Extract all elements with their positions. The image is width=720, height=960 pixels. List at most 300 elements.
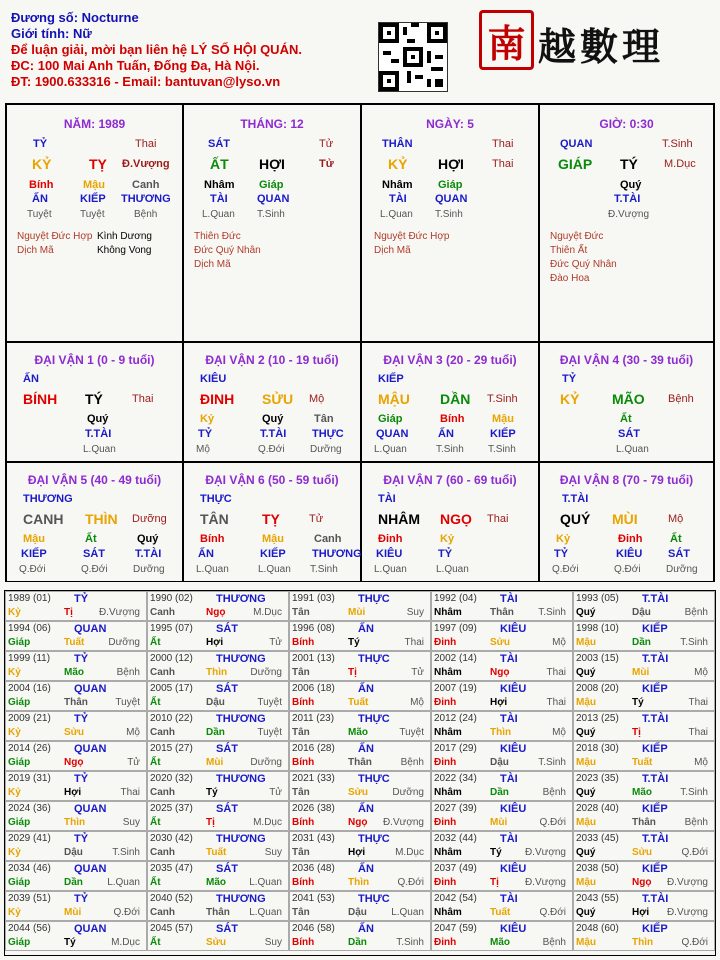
year-growth: T.Sinh — [396, 937, 424, 948]
star: Đào Hoa — [550, 273, 590, 284]
dai-van-growth: Mộ — [668, 513, 684, 525]
year-god: QUAN — [74, 923, 107, 935]
brand-title: 越數理 — [538, 24, 665, 69]
year-label: 2044 (56) — [8, 923, 51, 934]
year-cell — [147, 741, 289, 771]
year-branch: Thìn — [490, 727, 512, 738]
year-cell — [289, 801, 431, 831]
year-branch: Thìn — [348, 877, 370, 888]
pillar-god: QUAN — [560, 138, 593, 150]
dai-van-branch: DẦN — [440, 391, 471, 407]
dai-van-god: TÀI — [378, 493, 396, 505]
year-stem: Tân — [292, 907, 310, 918]
year-cell — [289, 771, 431, 801]
year-growth: Bệnh — [116, 667, 140, 678]
year-god: TÀI — [500, 833, 518, 845]
hidden-stem: Bính — [29, 179, 54, 191]
year-label: 2035 (47) — [150, 863, 193, 874]
dai-van-god: T.TÀI — [562, 493, 589, 505]
year-god: KIÊU — [500, 863, 527, 875]
year-growth: Đ.Vượng — [666, 877, 708, 888]
year-label: 1989 (01) — [8, 593, 51, 604]
year-label: 2031 (43) — [292, 833, 335, 844]
year-branch: Tý — [632, 697, 644, 708]
year-growth: Dưỡng — [250, 667, 282, 678]
address: ĐC: 100 Mai Anh Tuấn, Đống Đa, Hà Nội. — [11, 58, 260, 73]
year-god: T.TÀI — [642, 893, 669, 905]
year-god: THỰC — [358, 833, 390, 845]
pillar-hour — [539, 104, 714, 342]
year-branch: Dần — [348, 937, 367, 948]
year-cell — [573, 741, 715, 771]
year-cell — [573, 771, 715, 801]
year-branch: Hợi — [64, 787, 82, 798]
dai-van-stem: ĐINH — [200, 391, 235, 407]
dai-van-growth: Thai — [132, 393, 154, 405]
year-branch: Dần — [490, 787, 509, 798]
year-cell — [289, 861, 431, 891]
year-god: T.TÀI — [642, 773, 669, 785]
year-cell — [147, 891, 289, 921]
year-stem: Quý — [576, 847, 596, 858]
year-growth: T.Sinh — [112, 847, 140, 858]
year-label: 2032 (44) — [434, 833, 477, 844]
year-label: 2039 (51) — [8, 893, 51, 904]
year-stem: Kỷ — [8, 667, 21, 678]
year-branch: Mùi — [348, 607, 366, 618]
year-god: KIẾP — [642, 803, 668, 815]
year-stem: Giáp — [8, 757, 31, 768]
pillar-state: Thai — [135, 138, 157, 150]
dai-van-hidden-state: Q.Đới — [19, 564, 46, 575]
year-cell — [289, 651, 431, 681]
year-growth: Mộ — [126, 727, 140, 738]
year-label: 2023 (35) — [576, 773, 619, 784]
year-growth: L.Quan — [249, 907, 282, 918]
dai-van-hidden-stem: Kỷ — [200, 413, 215, 425]
year-growth: Tuyệt — [115, 697, 140, 708]
year-branch: Hợi — [490, 697, 508, 708]
dai-van-hidden-stem: Mậu — [23, 533, 45, 545]
dai-van-hidden-state: L.Quan — [616, 444, 649, 455]
year-cell — [573, 831, 715, 861]
year-branch: Ngọ — [206, 607, 226, 618]
year-cell — [573, 711, 715, 741]
year-growth: Thai — [546, 697, 566, 708]
dai-van-stem: MẬU — [378, 391, 410, 407]
year-growth: L.Quan — [107, 877, 140, 888]
dai-van-god: ẤN — [23, 373, 39, 385]
year-god: KIÊU — [500, 683, 527, 695]
year-stem: Bính — [292, 697, 315, 708]
pillar-god: TỶ — [33, 138, 48, 150]
year-branch: Tuất — [490, 907, 511, 918]
year-branch: Tý — [348, 637, 360, 648]
year-label: 2009 (21) — [8, 713, 51, 724]
year-growth: M.Dục — [395, 847, 424, 858]
year-label: 2024 (36) — [8, 803, 51, 814]
dai-van-hidden-stem: Đinh — [618, 533, 643, 545]
year-cell — [573, 861, 715, 891]
dai-van-hidden-state: Q.Đới — [81, 564, 108, 575]
year-god: THƯƠNG — [216, 653, 266, 665]
year-god: SÁT — [216, 803, 238, 815]
year-cell — [147, 621, 289, 651]
year-label: 2019 (31) — [8, 773, 51, 784]
year-label: 1993 (05) — [576, 593, 619, 604]
year-stem: Bính — [292, 757, 315, 768]
year-branch: Dần — [206, 727, 225, 738]
hidden-god: THƯƠNG — [121, 193, 171, 205]
year-label: 2002 (14) — [434, 653, 477, 664]
hidden-god: QUAN — [435, 193, 468, 205]
dai-van-hidden-state: L.Quan — [436, 564, 469, 575]
hidden-god: TÀI — [389, 193, 407, 205]
year-cell — [431, 741, 573, 771]
year-cell — [573, 621, 715, 651]
year-stem: Ất — [150, 817, 161, 828]
year-god: ẤN — [358, 863, 374, 875]
hidden-state: L.Quan — [380, 209, 413, 220]
year-god: TÀI — [500, 653, 518, 665]
dai-van-title: ĐẠI VẬN 8 (70 - 79 tuổi) — [559, 473, 694, 487]
year-branch: Tuất — [206, 847, 227, 858]
year-stem: Giáp — [8, 877, 31, 888]
dai-van-hidden-state: T.Sinh — [488, 444, 516, 455]
year-branch: Tuất — [348, 697, 369, 708]
year-cell — [5, 891, 147, 921]
year-cell — [573, 891, 715, 921]
year-branch: Mùi — [632, 667, 650, 678]
year-label: 2007 (19) — [434, 683, 477, 694]
dai-van-hidden-god: ẤN — [438, 428, 454, 440]
dai-van-cell — [361, 462, 539, 582]
year-growth: Bệnh — [400, 757, 424, 768]
year-stem: Bính — [292, 637, 315, 648]
year-growth: Tuyệt — [399, 727, 424, 738]
pillar-state: Thai — [492, 138, 514, 150]
year-growth: Tuyệt — [257, 697, 282, 708]
year-stem: Quý — [576, 787, 596, 798]
dai-van-hidden-god: ẤN — [198, 548, 214, 560]
year-stem: Mậu — [576, 817, 596, 828]
dai-van-branch: MÙI — [612, 511, 638, 527]
year-label: 2011 (23) — [292, 713, 335, 724]
hidden-state: Tuyệt — [80, 209, 105, 220]
year-growth: Q.Đới — [539, 817, 566, 828]
year-stem: Nhâm — [434, 607, 462, 618]
year-branch: Thân — [348, 757, 372, 768]
year-cell — [5, 801, 147, 831]
dai-van-hidden-god: KIÊU — [616, 548, 643, 560]
year-branch: Ngọ — [632, 877, 652, 888]
hidden-state: T.Sinh — [257, 209, 285, 220]
year-god: QUAN — [74, 743, 107, 755]
pillar-branch: HỢI — [259, 156, 285, 172]
year-stem: Ất — [150, 877, 161, 888]
year-god: THƯƠNG — [216, 773, 266, 785]
hidden-god: TÀI — [210, 193, 228, 205]
year-cell — [289, 831, 431, 861]
hidden-state: Bệnh — [134, 209, 158, 220]
year-branch: Tị — [64, 607, 73, 618]
year-label: 2015 (27) — [150, 743, 193, 754]
year-branch: Mùi — [64, 907, 82, 918]
dai-van-hidden-state: Q.Đới — [552, 564, 579, 575]
hidden-god: KIẾP — [80, 193, 106, 205]
dai-van-hidden-state: Q.Đới — [258, 444, 285, 455]
year-growth: Đ.Vượng — [382, 817, 424, 828]
year-label: 2018 (30) — [576, 743, 619, 754]
dai-van-stem: NHÂM — [378, 511, 420, 527]
year-god: THƯƠNG — [216, 893, 266, 905]
year-stem: Ất — [150, 757, 161, 768]
year-cell — [431, 621, 573, 651]
year-growth: Tuyệt — [257, 727, 282, 738]
contact-invite: Để luận giải, mời bạn liên hệ LÝ SỐ HỘI QUÁN. — [11, 42, 302, 57]
year-growth: Thai — [120, 787, 140, 798]
dai-van-hidden-god: KIẾP — [21, 548, 47, 560]
year-growth: M.Dục — [253, 607, 282, 618]
dai-van-hidden-god: SÁT — [668, 548, 690, 560]
hidden-state: Đ.Vượng — [608, 209, 650, 220]
year-cell — [289, 591, 431, 621]
year-god: SÁT — [216, 623, 238, 635]
year-growth: Q.Đới — [539, 907, 566, 918]
year-cell — [147, 591, 289, 621]
year-branch: Dậu — [64, 847, 83, 858]
hidden-stem: Giáp — [259, 179, 284, 191]
dai-van-title: ĐẠI VẬN 7 (60 - 69 tuổi) — [383, 473, 517, 487]
dai-van-stem: QUÝ — [560, 511, 591, 527]
year-label: 1992 (04) — [434, 593, 477, 604]
dai-van-hidden-stem: Ất — [85, 533, 97, 545]
year-god: TÀI — [500, 593, 518, 605]
hidden-god: ẤN — [32, 193, 48, 205]
dai-van-cell — [361, 342, 539, 462]
year-label: 2021 (33) — [292, 773, 335, 784]
dai-van-cell — [539, 342, 714, 462]
dai-van-hidden-stem: Kỷ — [556, 533, 571, 545]
year-label: 2006 (18) — [292, 683, 335, 694]
dai-van-hidden-god: KIẾP — [260, 548, 286, 560]
star: Nguyệt Đức — [550, 231, 604, 242]
dai-van-hidden-god: TỶ — [554, 548, 569, 560]
year-branch: Dần — [64, 877, 83, 888]
year-growth: Mộ — [552, 727, 566, 738]
dai-van-stem: BÍNH — [23, 391, 58, 407]
dai-van-hidden-stem: Quý — [137, 533, 159, 545]
year-stem: Quý — [576, 607, 596, 618]
dai-van-hidden-stem: Canh — [314, 533, 342, 545]
year-stem: Kỷ — [8, 847, 21, 858]
year-growth: Mộ — [552, 637, 566, 648]
year-branch: Tị — [490, 877, 499, 888]
dai-van-cell — [6, 462, 183, 582]
dai-van-hidden-stem: Kỷ — [440, 533, 455, 545]
year-god: QUAN — [74, 623, 107, 635]
pillar-growth: Đ.Vượng — [122, 158, 170, 170]
year-label: 1998 (10) — [576, 623, 619, 634]
dai-van-hidden-stem: Bính — [440, 413, 465, 425]
year-stem: Nhâm — [434, 787, 462, 798]
year-growth: Thai — [688, 697, 708, 708]
year-cell — [431, 681, 573, 711]
year-branch: Thân — [64, 697, 88, 708]
dai-van-stem: TÂN — [200, 511, 229, 527]
dai-van-god: TỶ — [562, 373, 577, 385]
dai-van-hidden-state: L.Quan — [258, 564, 291, 575]
year-branch: Tuất — [64, 637, 85, 648]
year-branch: Sửu — [490, 637, 511, 648]
year-god: KIẾP — [642, 683, 668, 695]
dai-van-god: THƯƠNG — [23, 493, 73, 505]
star: Không Vong — [97, 245, 152, 256]
year-branch: Hợi — [348, 847, 366, 858]
year-label: 2048 (60) — [576, 923, 619, 934]
year-god: KIẾP — [642, 863, 668, 875]
star: Kình Dương — [97, 231, 152, 242]
year-branch: Tý — [206, 787, 218, 798]
hidden-state: L.Quan — [202, 209, 235, 220]
dai-van-hidden-stem: Ất — [670, 533, 682, 545]
year-god: THỰC — [358, 893, 390, 905]
year-stem: Kỷ — [8, 787, 21, 798]
year-stem: Đinh — [434, 817, 457, 828]
year-stem: Canh — [150, 667, 175, 678]
year-label: 2028 (40) — [576, 803, 619, 814]
year-cell — [5, 651, 147, 681]
year-stem: Tân — [292, 787, 310, 798]
dai-van-title: ĐẠI VẬN 6 (50 - 59 tuổi) — [205, 473, 339, 487]
year-growth: Đ.Vượng — [98, 607, 140, 618]
year-god: ẤN — [358, 923, 374, 935]
year-growth: Dưỡng — [108, 637, 140, 648]
pillar-branch: HỢI — [438, 156, 464, 172]
dai-van-hidden-stem: Mậu — [262, 533, 284, 545]
year-label: 2014 (26) — [8, 743, 51, 754]
year-branch: Mão — [490, 937, 510, 948]
year-branch: Dậu — [348, 907, 367, 918]
year-stem: Ất — [150, 637, 161, 648]
year-label: 2020 (32) — [150, 773, 193, 784]
star: Đức Quý Nhân — [550, 259, 617, 270]
pillar-god: THÂN — [382, 138, 413, 150]
year-stem: Quý — [576, 727, 596, 738]
pillar-title: GIỜ: 0:30 — [599, 117, 654, 131]
year-label: 2030 (42) — [150, 833, 193, 844]
year-stem: Giáp — [8, 697, 31, 708]
year-branch: Sửu — [348, 787, 369, 798]
dai-van-hidden-god: QUAN — [376, 428, 409, 440]
year-growth: Dưỡng — [392, 787, 424, 798]
year-god: QUAN — [74, 683, 107, 695]
year-label: 2038 (50) — [576, 863, 619, 874]
year-branch: Tý — [64, 937, 76, 948]
year-label: 2004 (16) — [8, 683, 51, 694]
year-branch: Thìn — [206, 667, 228, 678]
year-growth: T.Sinh — [680, 787, 708, 798]
pillar-stem: KỶ — [32, 156, 52, 172]
year-branch: Ngọ — [490, 667, 510, 678]
year-cell — [147, 711, 289, 741]
hidden-stem: Mậu — [83, 179, 105, 191]
year-god: THỰC — [358, 773, 390, 785]
dai-van-hidden-state: Dưỡng — [666, 564, 698, 575]
year-growth: Q.Đới — [397, 877, 424, 888]
pillar-title: NGÀY: 5 — [426, 117, 474, 131]
year-label: 1994 (06) — [8, 623, 51, 634]
year-cell — [289, 741, 431, 771]
year-god: TỶ — [74, 713, 89, 725]
dai-van-hidden-god: KIÊU — [376, 548, 403, 560]
year-branch: Tuất — [632, 757, 653, 768]
year-growth: Tử — [269, 637, 282, 648]
year-growth: Bệnh — [542, 787, 566, 798]
year-stem: Mậu — [576, 637, 596, 648]
year-cell — [147, 831, 289, 861]
dai-van-title: ĐẠI VẬN 2 (10 - 19 tuổi) — [205, 353, 339, 367]
dai-van-hidden-state: Mộ — [196, 444, 210, 455]
year-stem: Nhâm — [434, 667, 462, 678]
year-label: 2025 (37) — [150, 803, 193, 814]
year-stem: Quý — [576, 907, 596, 918]
year-growth: Q.Đới — [681, 937, 708, 948]
year-growth: Đ.Vượng — [524, 877, 566, 888]
year-cell — [5, 831, 147, 861]
year-growth: Mộ — [694, 667, 708, 678]
year-god: ẤN — [358, 803, 374, 815]
year-god: THỰC — [358, 593, 390, 605]
dai-van-growth: Bệnh — [668, 393, 694, 405]
year-branch: Thìn — [64, 817, 86, 828]
year-branch: Tị — [632, 727, 641, 738]
star: Đức Quý Nhân — [194, 245, 261, 256]
year-branch: Dậu — [206, 697, 225, 708]
year-branch: Sửu — [632, 847, 653, 858]
year-cell — [147, 861, 289, 891]
year-cell — [431, 651, 573, 681]
year-label: 1991 (03) — [292, 593, 335, 604]
year-god: SÁT — [216, 743, 238, 755]
dai-van-hidden-state: T.Sinh — [310, 564, 338, 575]
year-stem: Ất — [150, 937, 161, 948]
year-god: THƯƠNG — [216, 593, 266, 605]
pillar-title: THÁNG: 12 — [240, 117, 304, 131]
year-stem: Kỷ — [8, 607, 21, 618]
dai-van-hidden-stem: Ất — [620, 413, 632, 425]
dai-van-hidden-god: KIẾP — [490, 428, 516, 440]
star: Dịch Mã — [374, 245, 411, 256]
pillar-month — [183, 104, 361, 342]
year-god: KIÊU — [500, 743, 527, 755]
year-growth: Thai — [404, 637, 424, 648]
year-branch: Thìn — [632, 937, 654, 948]
year-growth: Q.Đới — [113, 907, 140, 918]
year-growth: T.Sinh — [538, 607, 566, 618]
year-god: KIÊU — [500, 623, 527, 635]
year-cell — [573, 801, 715, 831]
year-cell — [147, 651, 289, 681]
dai-van-branch: THÌN — [85, 511, 118, 527]
pillar-state: T.Sinh — [662, 138, 693, 150]
pillar-god: SÁT — [208, 138, 230, 150]
year-cell — [431, 891, 573, 921]
year-god: THỰC — [358, 713, 390, 725]
year-label: 2001 (13) — [292, 653, 335, 664]
year-branch: Dần — [632, 637, 651, 648]
year-stem: Mậu — [576, 697, 596, 708]
